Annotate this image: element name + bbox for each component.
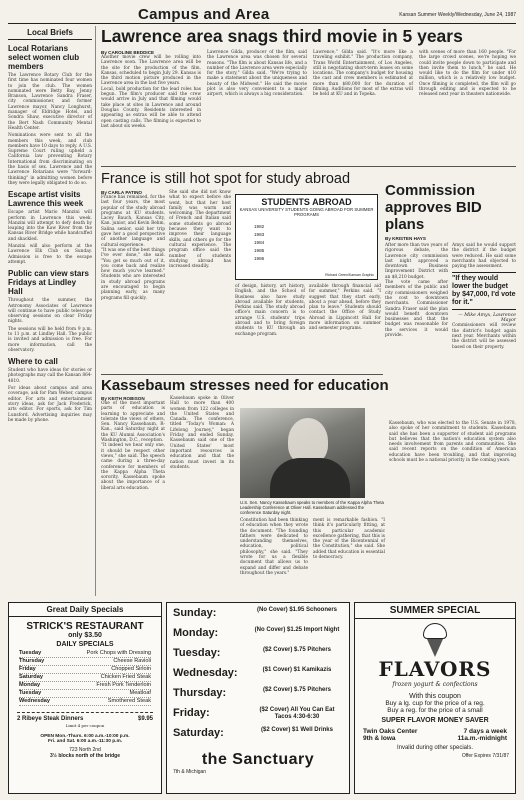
stricks-banner: Great Daily Specials [9, 603, 161, 617]
special-day: Wednesday [19, 698, 50, 704]
sanctuary-day-row [173, 647, 343, 667]
stricks-name: STRICK'S RESTAURANT [26, 621, 144, 632]
special-day: Tuesday [19, 690, 42, 696]
lead-story-col-4: with scenes of more than 160 people. "For the large crowd scenes, we're hoping we could invite people down to participate and then invite them to lunch," he said. He would like to do the film for under $10 million, which is a relatively low budget. Once filming is completed, the film will go through editing and is expected to be released next year in theaters nationwide. [419, 50, 516, 98]
flavors-tagline: frozen yogurt & confections [392, 681, 478, 688]
kassebaum-col-1: By KEITH ROBISON One of the most important parts of education is learning to appreciate and tolerate the views of others, Sen. Nancy Kassebaum, R-Kan., said Saturday night at the KU Alumni Association's Washington, D.C., reception. "It indeed we hear only one, it should be respect other views," she said. The speech came during a three-day conference for members of the Kappa Alpha Theta sorority. Kassebaum spoke about the importance of a liberal arts education. [101, 396, 165, 491]
chart-table [252, 221, 276, 263]
lead-story-col-1: By CAROLINE BEDDICE Another movie crew will be rolling into Lawrence soon. The Lawrence area will be the site for the production of the film, Kansas, scheduled to begin July 29. Kansas is the third motion picture produced in the Lawrence area in the last five years. Local, bold production for the lead roles has begun. The film's producer said the crew would arrive in July and that filming would take place at sites in Lawrence and around Douglas County. Residents interested in appearing as extras will be able to attend open casting calls. The filming is expected to last about six weeks. [101, 50, 201, 129]
abroad-col-1: By CARLA PATINO France has remained, for the last four years, the most popular of the study abroad programs at KU students. Lacey Bauch, Kansas City, Kan. junior, and Kevin Behm, Salina senior, said her trip gave her a good perspective of another language and cultural experience. "It was one of the best things I've ever done," she said. "You get so much out of it, you come back and realize how much you've learned." Students who are interested in study abroad programs are encouraged to begin planning early, as many programs fill quickly. [101, 190, 165, 301]
kassebaum-body: One of the most important parts of education is learning to appreciate and tolerate the views of others, Sen. Nancy Kassebaum, R-Kan., said Saturday night at the KU Alumni Association's Washington, D.C., reception. [101, 401, 165, 444]
abroad-col-2: She said she did not know what to expect before she went, but that her host family was warm and welcoming. The department of French and Italian said some students go abroad because they want to improve their language skills, and others go for the cultural experience. The program office said the number of students studying abroad has increased steadily. [169, 190, 231, 270]
sanctuary-deal: ($2 Cover) $1 Well Drinks [261, 727, 333, 733]
coupon-note: Limit 4 per coupon [65, 723, 105, 728]
special-row [19, 650, 151, 658]
special-dish: Cheese Ravioli [113, 658, 151, 664]
lead-byline: By CAROLINE BEDDICE [101, 50, 155, 55]
flavors-location: Twin Oaks Center [363, 728, 418, 735]
special-dish: Chopped Sirloin [111, 666, 151, 672]
stricks-specials-title: DAILY SPECIALS [56, 641, 114, 648]
abroad-headline-wrap [101, 169, 391, 189]
divider [101, 166, 516, 167]
sanctuary-day: Wednesday: [173, 667, 238, 679]
lead-story-col-2: Lawrence Gilda, producer of the film, said the Lawrence area was chosen for several reasons. "The film is about Kansas life, and a number of the Lawrence area were especially for the story," Gilda said. "We're trying to make a statement about the uniqueness and beauty of the Midwest." He said the movie plot is also very convenient to a major airport, which is always a big consideration. [207, 50, 307, 98]
abroad-byline: By CARLA PATINO [101, 190, 143, 195]
special-dish: Chicken Fried Steak [100, 674, 151, 680]
brief-title: Local Rotarians select women club members [8, 44, 80, 71]
flavors-hours-2: 11a.m.-midnight [457, 735, 507, 742]
flavors-offer-1: Buy a lg. cup for the price of a reg. [385, 700, 485, 707]
sanctuary-day: Sunday: [173, 607, 217, 619]
commission-body: After more than two years of rigorous debate, the Lawrence city commission last night approved a downtown Business Improvement District with an $8,210 budget. [385, 243, 448, 280]
abroad-body: France has remained, for the last four years, the most popular of the study abroad programs at KU students. Lacey Bauch, Kansas City, Kan. junior, and Kevin Behm, Salina senior, said her trip gave her a good perspective of another language and cultural experience. [101, 195, 165, 248]
kassebaum-byline: By KEITH ROBISON [101, 396, 145, 401]
brief-body: The Lawrence Rotary Club for the first time has nominated four women to join the club. The women nominated were Betty Bay, Jenny Branson, Lawrence Sandra Fraser, city commissioner, and former Lawrence mayor, Nancy Longhurst, manager of Eldridge Hotel, and Sondra Shaw, executive director of the Bert Nash Community Mental Health Center. [8, 73, 92, 131]
sanctuary-name: the Sanctuary [201, 751, 315, 768]
divider [101, 374, 383, 375]
sanctuary-day-row [173, 727, 343, 747]
chart-year: 1983 [254, 231, 265, 237]
kassebaum-col-4: ment is remarkable fashion. "I think it's particularly fitting, at this particular academic excellence gathering, that this is the year of the Bicentennial of the Constitution," she said. She added that education is essential to democracy. [313, 518, 385, 561]
special-day: Tuesday [19, 650, 42, 656]
flavors-invalid-note: Invalid during other specials. [396, 745, 474, 751]
abroad-headline: France is still hot spot for study abroad [101, 171, 351, 187]
special-row [19, 658, 151, 666]
sanctuary-day: Thursday: [173, 687, 227, 699]
stricks-specials-list [9, 650, 161, 706]
special-dish: Fresh Pork Tenderloin [96, 682, 151, 688]
special-row [19, 666, 151, 674]
kassebaum-col-5: Kassebaum, who was elected to the U.S. Senate in 1978, also spoke of her commitment to students. Kassebaum said she has been a supporter of student aid programs but believes that the nation's education system also needs involvement from parents and communities. She said recent reports on the condition of American education have been troubling, and that improving schools must be a national priority in the coming years. [389, 421, 516, 464]
section-title: Campus and Area [138, 6, 270, 23]
flavors-ad [354, 602, 516, 794]
sanctuary-deal: ($1 Cover) $1 Kamikazis [262, 667, 332, 673]
lead-body: Another movie crew will be rolling into Lawrence soon. The Lawrence area will be the site for the production of the film, Kansas, scheduled to begin July 29. Kansas is the third motion picture produced in the Lawrence area in the last five years. [101, 55, 201, 87]
photo-caption: U.S. Sen. Nancy Kassebaum speaks to members of the Kappa Alpha Theta Leadership Conference at Oliver Hall. Kassebaum addressed the conference Saturday night. [240, 500, 384, 516]
main-column [101, 26, 516, 46]
chart-year: 1984 [254, 239, 265, 245]
special-dish: Meatloaf [129, 690, 151, 696]
flavors-offer-3: SUPER FLAVOR MONEY SAVER [381, 717, 489, 724]
stricks-address: 723 North 2nd [69, 747, 101, 753]
brief-body: Throughout the summer, the Astronomy Associates of Lawrence will continue to have public telescope observing sessions on clear Friday nights. [8, 298, 92, 325]
chart-credit: Richard Green/Kansan Graphic [325, 273, 374, 277]
flavors-offer-2: Buy a reg. for the price of a small [387, 707, 483, 714]
special-day: Monday [19, 682, 41, 688]
sanctuary-day: Tuesday: [173, 647, 221, 659]
brief-body: Student who have ideas for stories or photographs may call the Kansan 864-4810. [8, 368, 92, 384]
sanctuary-specials [173, 607, 343, 747]
brief-title: Escape artist visits Lawrence this week [8, 190, 84, 209]
kassebaum-headline-wrap [101, 376, 389, 396]
coupon-price: $9.95 [137, 716, 153, 722]
local-briefs-column: Local Briefs Local Rotarians select women club members The Lawrence Rotary Club for the first time has nominated four women to join the club. The women nominated were Betty Bay, Jenny Branson, Lawrence Sandra Fraser, city commissioner, and former Lawrence mayor, Nancy Longhurst, manager of Eldridge Hotel, and Sondra Shaw, executive director of the Bert Nash Community Mental Health Center. Nominations were sent to all the members this week, and club members have 10 days to reply. A U.S. Supreme Court ruling upheld a California law preventing Rotary International from discriminating on the basis of sex. Lawrence and the Lawrence Rotarians were "forward-thinking" in admitting women before they were legally obligated to do so. Escape artist visits Lawrence this week Escape artist Mario Manzini will perform in Lawrence this week. Manzini will attempt to defy death by leaping into the Kaw River from the Kansas River Bridge while handcuffed and shackled. Manzini will also perform at the Lawrence Elk Club on Sunday. Admission is free to the escape attempt. Public can view stars Fridays at Lindley Hall Throughout the summer, the Astronomy Associates of Lawrence will continue to have public telescope observing sessions on clear Friday nights. The sessions will be held from 9 p.m. to 11 p.m. at Lindley Hall. The public is invited and admission is free. For more information, call the observatory. Where to call Student who have ideas for stories or photographs may call the Kansan 864-4810. For ideas about campus and area coverage, ask for Pam Weber, campus editor. For arts and entertainment story ideas, ask for Jack Frederick, arts editor. For sports, ask for Tim Lunsford. Advertising inquiries may be made by phone. [8, 26, 96, 596]
lead-headline: Lawrence area snags third movie in 5 years [101, 26, 463, 46]
abroad-col-4: available through financial aid for summer," Perkins said. "I suggest that they start early, about a year ahead, before they plan to leave." Students should contact the Office of Study Abroad in Lippincott Hall for more information on summer and semester programs. [309, 284, 381, 332]
lead-story-col-3: Lawrence," Gilda said. "It's more like a traveling exhibit." The production company, Trans World Entertainment, of Los Angeles, still is negotiating short-term leases on some locations. The company's budget for housing the cast and crew members is estimated at more than $80,000 for the duration of filming. Auditions for most of the extras will be held at KU and in Topeka. [313, 50, 413, 98]
brief-title: Where to call [8, 357, 58, 367]
flavors-hours: 7 days a week [463, 728, 507, 735]
sanctuary-deal: (No Cover) $1.95 Schooners [256, 607, 338, 613]
sanctuary-day-row [173, 607, 343, 627]
newspaper-page [8, 6, 516, 796]
advertisements [8, 602, 516, 794]
stricks-hours: OPEN Mon.-Thurs. 6:00 a.m.-10:00 p.m. [40, 734, 130, 739]
special-day: Thursday [19, 658, 45, 664]
flavors-location-2: 9th & Iowa [363, 735, 396, 742]
sanctuary-deal: ($2 Cover) All You Can Eat Tacos 4:30-6:30 [259, 707, 335, 720]
stricks-directions: 3½ blocks north of the bridge [49, 753, 120, 759]
local-briefs-heading: Local Briefs [8, 26, 92, 40]
chart-subtitle: KANSAS UNIVERSITY STUDENTS GOING ABROAD FOR SUMMER PROGRAMS [239, 207, 374, 217]
students-abroad-graphic [235, 194, 378, 280]
sanctuary-deal: ($2 Cover) $.75 Pitchers [262, 687, 332, 693]
sanctuary-day-row [173, 667, 343, 687]
ice-cream-cone-icon [420, 623, 450, 657]
brief-title: Public can view stars Fridays at Lindley Hall [8, 269, 89, 297]
special-day: Friday [19, 666, 36, 672]
special-row [19, 698, 151, 706]
brief-body: Escape artist Mario Manzini will perform in Lawrence this week. Manzini will attempt to defy death by leaping into the Kaw River from the Kansas River Bridge while handcuffed and shackled. [8, 210, 92, 242]
section-header [8, 6, 516, 24]
stricks-coupon [17, 712, 153, 722]
sanctuary-ad [166, 602, 350, 794]
issue-meta: Kansan Summer Weekly/Wednesday, June 24, 1987 [399, 12, 516, 18]
chart-year: 1986 [254, 255, 265, 261]
flavors-logo: FLAVORS [378, 657, 492, 681]
kassebaum-col-2: Kassebaum spoke in Oliver Hall to more than 400 women from 122 colleges in the United States and Canada. The conference, titled "Today's Woman: A Lifelong Journey," began Friday and ended Sunday. Kassebaum said one of the United States' most important resources is education and that the nation must invest in its students. [170, 396, 234, 470]
sanctuary-day: Friday: [173, 707, 210, 719]
flavors-coupon-intro: With this coupon [409, 693, 461, 700]
chart-year: 1985 [254, 247, 265, 253]
kassebaum-col-3: Constitution had been thinking of education when they wrote the document. "The founding fathers were dedicated to understanding themselves, education, political philosophy," she said. "They wrote for us a flexible document that allows us to expand and differ and debate throughout the years." [240, 518, 308, 576]
chart-title: STUDENTS ABROAD [261, 197, 352, 207]
coupon-item: 2 Ribeye Steak Dinners [17, 716, 84, 722]
sanctuary-deal: ($2 Cover) $.75 Pitchers [262, 647, 332, 653]
special-row [19, 690, 151, 698]
sanctuary-day: Saturday: [173, 727, 224, 739]
sanctuary-day-row [173, 627, 343, 647]
kassebaum-photo [240, 408, 365, 498]
special-dish: Pork Chops with Dressing [86, 650, 151, 656]
flavors-banner: SUMMER SPECIAL [355, 603, 515, 619]
chart-year: 1982 [254, 223, 265, 229]
sanctuary-day-row [173, 707, 343, 727]
commission-story: Commission approves BID plans By KRISTEN HAYS After more than two years of rigorous debate, the Lawrence city commission last night approved a downtown Business Improvement District with an $8,210 budget. The vote came after members of the public and city commissioners weighed the cost to downtown merchants. Commissioner Sandra Fraser said the plan would benefit downtown businesses and that the budget was reasonable for the services it would provide. Amyx said he would support the district if the budget were reduced. He said some merchants had objected to paying the assessment. "If they would lower the budget by $47,000, I'd vote for it." — Mike Amyx, Lawrence Mayor Commissioners will review the district's budget again next year. Merchants within the district will be assessed based on their property. [385, 182, 516, 350]
kassebaum-headline: Kassebaum stresses need for education [101, 377, 389, 394]
sanctuary-address: 7th & Michigan [173, 769, 207, 775]
sanctuary-day-row [173, 687, 343, 707]
quote-attribution: — Mike Amyx, Lawrence Mayor [458, 313, 516, 324]
abroad-col-3: of design, history, art history, English, and the School of Business also have study abroad available for students, Perkins said. The study abroad office's main concern is to arrange U.S. students' trips abroad and to bring foreign students to KU through an exchange program. [235, 284, 305, 337]
stricks-hours-weekend: Fri. and Sat. 6:00 a.m.-11:30 p.m. [47, 739, 123, 744]
stricks-price-line: only $3.50 [68, 632, 102, 639]
special-row [19, 682, 151, 690]
special-day: Saturday [19, 674, 43, 680]
commission-pull-quote: "If they would lower the budget by $47,000, I'd vote for it." [452, 272, 516, 310]
sanctuary-deal: (No Cover) $1.25 Import Night [254, 627, 340, 633]
sanctuary-day: Monday: [173, 627, 219, 639]
stricks-ad [8, 602, 162, 794]
commission-headline: Commission approves BID plans [385, 182, 482, 233]
flavors-expires: Offer Expires 7/31/87 [461, 753, 509, 759]
commission-byline: By KRISTEN HAYS [385, 236, 426, 241]
special-row [19, 674, 151, 682]
special-dish: Smothered Steak [107, 698, 151, 704]
